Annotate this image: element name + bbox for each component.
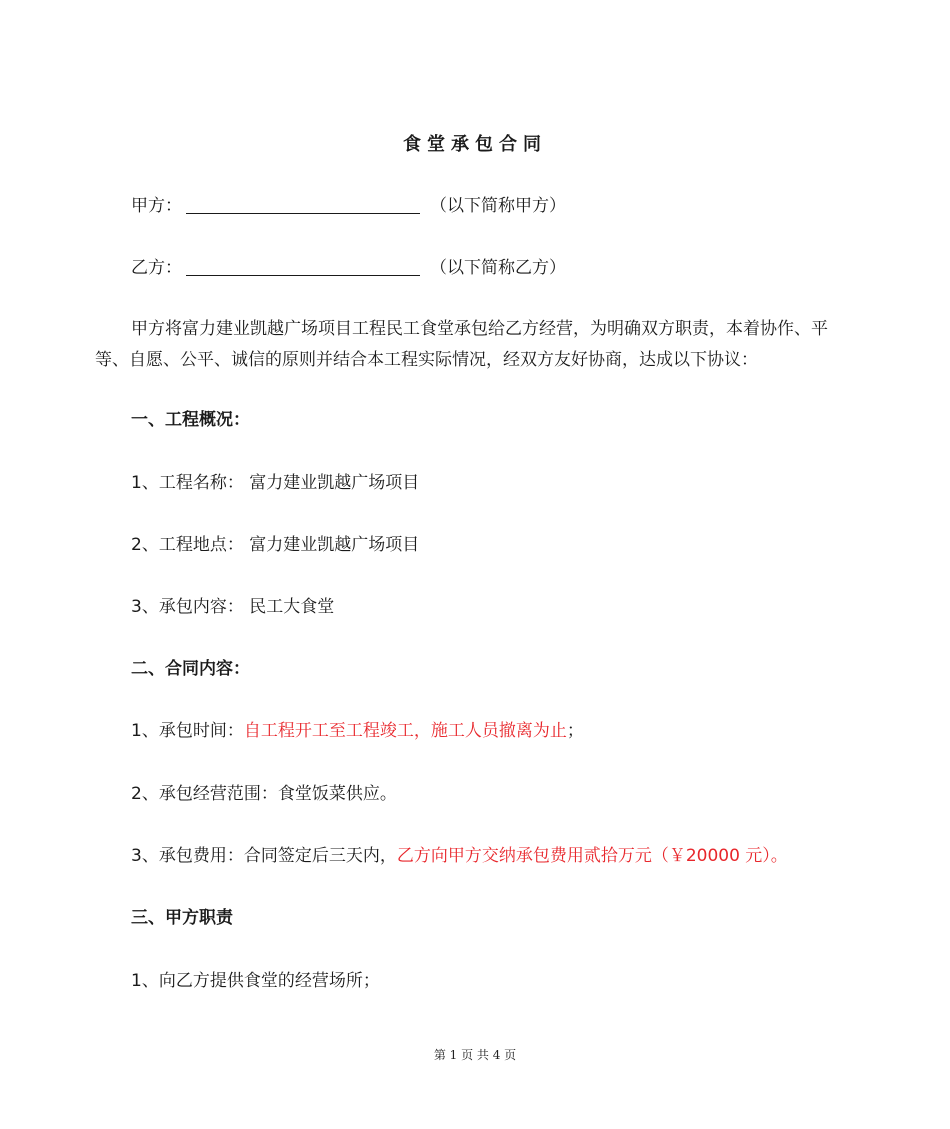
item-label: 1、工程名称：	[131, 473, 244, 493]
contract-title: 食堂承包合同	[403, 134, 547, 155]
section1-item-2	[131, 532, 419, 558]
section2-item-1	[131, 718, 584, 744]
section3-item-1: 1、向乙方提供食堂的经营场所；	[131, 971, 380, 991]
party-b-line	[131, 255, 566, 281]
party-b-label: 乙方：	[131, 258, 182, 278]
party-b-blank	[186, 257, 420, 276]
intro-paragraph: 甲方将富力建业凯越广场项目工程民工食堂承包给乙方经营，为明确双方职责，本着协作、平等、自愿、公平、诚信的原则并结合本工程实际情况，经双方友好协商，达成以下协议：	[95, 319, 828, 370]
party-a-label: 甲方：	[131, 196, 182, 216]
section1-item-3	[131, 594, 334, 620]
item-label: 3、承包费用：合同签定后三天内，	[131, 846, 397, 866]
section1-item-1	[131, 470, 419, 496]
item-label: 3、承包内容：	[131, 597, 244, 617]
item-value: 富力建业凯越广场项目	[249, 473, 420, 493]
item-end: ；	[566, 721, 584, 741]
highlighted-fee: 乙方向甲方交纳承包费用贰拾万元（￥20000 元）。	[396, 846, 788, 866]
party-a-blank	[186, 195, 420, 214]
section3-heading: 三、甲方职责	[131, 908, 233, 928]
page-footer: 第 1 页 共 4 页	[433, 1048, 517, 1062]
party-b-suffix: （以下简称乙方）	[430, 258, 566, 278]
item-label: 2、工程地点：	[131, 535, 244, 555]
item-label: 1、承包时间：	[131, 721, 244, 741]
party-a-line	[131, 193, 566, 219]
section1-heading: 一、工程概况：	[131, 410, 250, 430]
section2-item-2: 2、承包经营范围：食堂饭菜供应。	[131, 784, 397, 804]
item-value: 富力建业凯越广场项目	[249, 535, 420, 555]
item-value: 民工大食堂	[249, 597, 335, 617]
section2-heading: 二、合同内容：	[131, 659, 250, 679]
highlighted-term: 自工程开工至工程竣工，施工人员撤离为止	[243, 721, 567, 741]
party-a-suffix: （以下简称甲方）	[430, 196, 566, 216]
section2-item-3	[131, 843, 788, 869]
